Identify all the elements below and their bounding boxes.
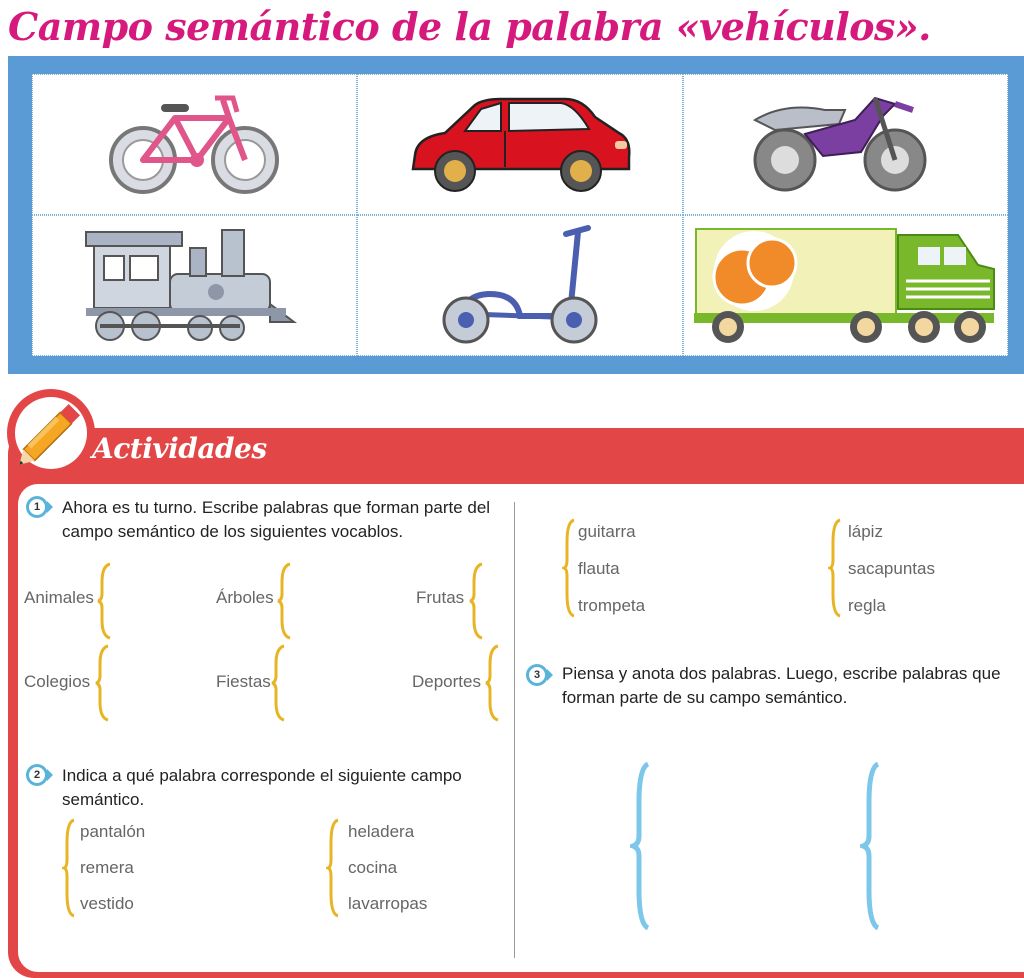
question-number-1: 1	[26, 496, 48, 518]
word-animales: Animales	[24, 588, 94, 607]
brace-icon	[270, 644, 288, 722]
word-arboles: Árboles	[216, 588, 274, 607]
truck-icon	[692, 225, 998, 347]
word-frutas: Frutas	[416, 588, 465, 607]
brace-icon	[860, 762, 884, 930]
vehicle-gallery	[8, 56, 1024, 374]
brace-icon	[562, 518, 578, 618]
scooter-icon	[430, 224, 610, 348]
question-2-prompt: Indica a qué palabra corresponde el siguiente campo semántico.	[62, 766, 462, 809]
vehicle-cell-scooter	[357, 215, 682, 356]
brace-icon	[326, 818, 342, 918]
car-icon	[405, 95, 635, 195]
list-item: cocina	[348, 858, 398, 877]
brace-icon	[828, 518, 844, 618]
vehicle-grid	[32, 74, 1008, 356]
list-item: lavarropas	[348, 894, 428, 913]
question-3-prompt: Piensa y anota dos palabras. Luego, escribe palabras que forman parte de su campo semántico.	[562, 664, 1001, 707]
vehicle-cell-truck	[683, 215, 1008, 356]
bicycle-icon	[105, 90, 285, 200]
list-item: flauta	[578, 559, 620, 578]
list-item: lápiz	[848, 522, 883, 541]
list-item: regla	[848, 596, 886, 615]
question-1-prompt: Ahora es tu turno. Escribe palabras que forman parte del campo semántico de los siguientes vocablos.	[62, 498, 491, 541]
motorcycle-icon	[745, 90, 945, 200]
brace-icon	[62, 818, 78, 918]
word-deportes: Deportes	[412, 672, 481, 691]
brace-icon	[630, 762, 654, 930]
vehicle-cell-train	[32, 215, 357, 356]
vehicle-cell-motorcycle	[683, 74, 1008, 215]
word-colegios: Colegios	[24, 672, 91, 691]
list-item: remera	[80, 858, 134, 877]
list-item: sacapuntas	[848, 559, 935, 578]
list-item: pantalón	[80, 822, 146, 841]
question-number-2: 2	[26, 764, 48, 786]
list-item: guitarra	[578, 522, 636, 541]
list-item: heladera	[348, 822, 415, 841]
list-item: trompeta	[578, 596, 646, 615]
list-item: vestido	[80, 894, 134, 913]
column-divider	[514, 502, 515, 958]
pencil-icon	[6, 388, 96, 478]
train-icon	[80, 226, 310, 346]
brace-icon	[94, 644, 112, 722]
brace-icon	[96, 562, 114, 640]
brace-icon	[276, 562, 294, 640]
page-title: Campo semántico de la palabra «vehículos».	[8, 4, 931, 49]
question-number-3: 3	[526, 664, 548, 686]
vehicle-cell-bicycle	[32, 74, 357, 215]
vehicle-cell-car	[357, 74, 682, 215]
brace-icon	[484, 644, 502, 722]
brace-icon	[468, 562, 486, 640]
activities-header: Actividades	[92, 432, 267, 465]
word-fiestas: Fiestas	[216, 672, 271, 691]
